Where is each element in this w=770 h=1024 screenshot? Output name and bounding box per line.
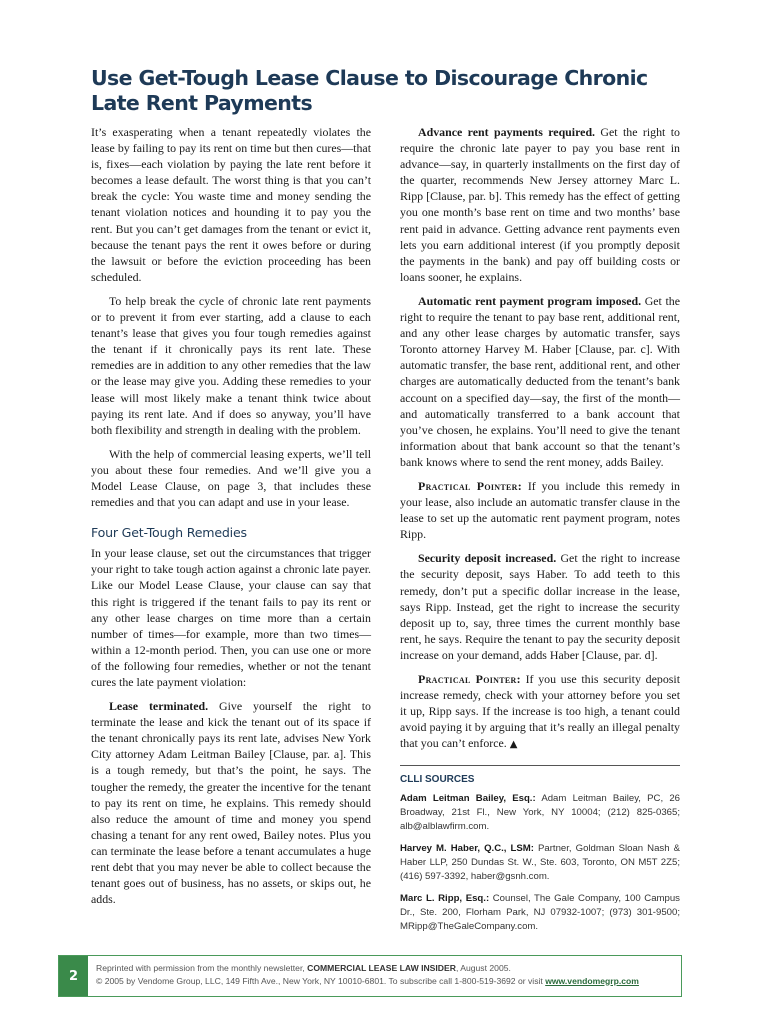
article-title: Use Get-Tough Lease Clause to Discourage Chronic Late Rent Payments xyxy=(91,66,648,115)
remedy-text: Get the right to require the tenant to pay base rent, additional rent, and any other lease charges by automatic transfer, says Toronto attorney Harvey M. Haber [Clause, par. c]. With automatic transfer, the base rent, additional rent, and other charges are automatically deducted from the tenant’s bank account on a specified day—say, the first of the month—and automatically transferred to a bank account that you’ve chosen, he explains. You’ll need to give the tenant information about that bank account so that the tenant’s bank knows where to send the rent money, adds Bailey. xyxy=(400,293,680,469)
pointer-lead: Practical Pointer: xyxy=(418,672,521,686)
remedy-lead: Automatic rent payment program imposed. xyxy=(418,293,642,308)
copyright-text: © 2005 by Vendome Group, LLC, 149 Fifth Ave., New York, NY 10010-6801. To subscribe call 1-800-519-3692 or visit xyxy=(96,975,546,986)
footer-text xyxy=(96,962,676,987)
remedy-lease-terminated xyxy=(91,698,371,907)
remedy-lead: Security deposit increased. xyxy=(418,551,557,566)
source-details: Partner, Goldman Sloan Nash & Haber LLP, 250 Dundas St. W., Ste. 603, Toronto, ON M5T 2Z5; (416) 597-3392, haber@gsnh.com. xyxy=(400,843,680,883)
source-name: Adam Leitman Bailey, Esq.: xyxy=(400,793,536,805)
sources-heading: CLLI SOURCES xyxy=(400,774,475,786)
intro-paragraph: With the help of commercial leasing experts, we’ll tell you about these four remedies. And we’ll give you a Model Lease Clause, on page 3, that includes these remedies and that you can adapt and use in your lease. xyxy=(91,446,371,510)
remedy-automatic-rent xyxy=(400,293,680,470)
source-name: Marc L. Ripp, Esq.: xyxy=(400,893,490,905)
reprint-prefix: Reprinted with permission from the monthly newsletter, xyxy=(96,963,308,973)
remedies-intro: In your lease clause, set out the circumstances that trigger your right to take tough action against a chronic late payer. Like our Model Lease Clause, your clause can say that this right is triggered if the tenant fails to pay its rent or any other lease charges on time more than a certain number of times—for example, more than two times—within a 12-month period. Then, you can use one or more of the following four remedies, whether or not the tenant cures the late payment violation: xyxy=(91,546,371,689)
source-entry xyxy=(400,892,680,934)
copyright-line xyxy=(96,975,676,988)
remedy-lead: Lease terminated. xyxy=(109,699,209,714)
end-triangle-icon: ▲ xyxy=(509,739,518,751)
source-details: Adam Leitman Bailey, PC, 26 Broadway, 21st Fl., New York, NY 10004; (212) 825-0365; alb@alblawfirm.com. xyxy=(400,793,680,833)
page-footer xyxy=(58,955,682,997)
remedy-lead: Advance rent payments required. xyxy=(418,125,596,139)
practical-pointer xyxy=(400,478,680,542)
remedy-security-deposit xyxy=(400,550,680,663)
remedy-text: Get the right to increase the security deposit, says Haber. To add teeth to this remedy, don’t put a specific dollar increase in the lease, says Ripp. Instead, get the right to increase the security deposit up to, say, three times the current monthly base rent, he says. Require the tenant to pay the security deposit increase on your demand, adds Haber [Clause, par. d]. xyxy=(400,551,681,662)
reprint-line xyxy=(96,962,676,975)
right-column xyxy=(400,124,680,942)
page-number: 2 xyxy=(59,956,88,996)
source-name: Harvey M. Haber, Q.C., LSM: xyxy=(400,843,534,855)
practical-pointer xyxy=(400,671,680,753)
left-column xyxy=(91,124,371,915)
remedy-text: Get the right to require the chronic late payer to pay you base rent in advance—say, in quarterly installments on the first day of the quarter, recommends New Jersey attorney Marc L. Ripp [Clause, par. b]. This remedy has the effect of getting you one month’s base rent on time and two months’ base rent paid in advance. Getting advance rent payments even lets you earn additional interest (if you promptly deposit the payments in the bank) and pay off building costs or loans sooner, he explains. xyxy=(400,125,680,284)
pointer-lead: Practical Pointer: xyxy=(418,478,522,493)
intro-paragraph: To help break the cycle of chronic late rent payments or to prevent it from ever starting, add a clause to each tenant’s lease that gives you four tough remedies against the tenant if it chronically pays its rent late. These remedies are in addition to any other remedies that the law or the lease may give you. Adding these remedies to your lease will most likely make a tenant think twice about paying its rent late. And if does so anyway, you’ll have both flexibility and strength in dealing with the problem. xyxy=(91,293,371,437)
source-entry xyxy=(400,792,680,834)
pointer-text: If you use this security deposit increase remedy, check with your attorney before you set it up, Ripp says. If the increase is too high, a tenant could avoid paying it by arguing that it’s really an illegal penalty that you can’t enforce. xyxy=(400,672,680,751)
publication-name: COMMERCIAL LEASE LAW INSIDER xyxy=(307,963,456,973)
remedy-advance-rent xyxy=(400,124,680,285)
website-link[interactable]: www.vendomegrp.com xyxy=(545,975,639,986)
intro-paragraph: It’s exasperating when a tenant repeatedly violates the lease by failing to pay its rent on time but then cures—that is, fixes—each violation by paying the late rent before it becomes a lease default. The worst thing is that you can’t break the cycle: You waste time and money sending the tenant violation notices and hounding it to pay you the rent. But you can’t get damages from the tenant or evict it, because the tenant pays the rent it owes before or during the lawsuit or before the eviction proceeding has been scheduled. xyxy=(91,125,371,284)
remedy-text: Give yourself the right to terminate the lease and kick the tenant out of its space if the tenant chronically pays its rent late, advises New York City attorney Adam Leitman Bailey [Clause, par. a]. This is a tough remedy, but that’s the point, he says. The tougher the remedy, the greater the incentive for the tenant to pay its rent on time, he explains. This remedy should also reduce the amount of time and money you spend chasing a tenant for any rent owed, Bailey notes. Plus you can terminate the lease before a tenant accumulates a huge rent debt that you may never be able to collect because the tenant goes out of business, has no assets, or skips out, he adds. xyxy=(91,699,371,907)
reprint-suffix: , August 2005. xyxy=(455,963,511,973)
source-entry xyxy=(400,842,680,884)
sources-box xyxy=(400,765,680,934)
remedies-heading: Four Get-Tough Remedies xyxy=(91,525,247,541)
source-details: Counsel, The Gale Company, 100 Campus Dr., Ste. 200, Florham Park, NJ 07932-1007; (973) 301-9500; MRipp@TheGaleCompany.com. xyxy=(400,893,680,933)
pointer-text: If you include this remedy in your lease, also include an automatic transfer clause in the lease to set up the automatic rent payment program, notes Ripp. xyxy=(400,478,680,542)
